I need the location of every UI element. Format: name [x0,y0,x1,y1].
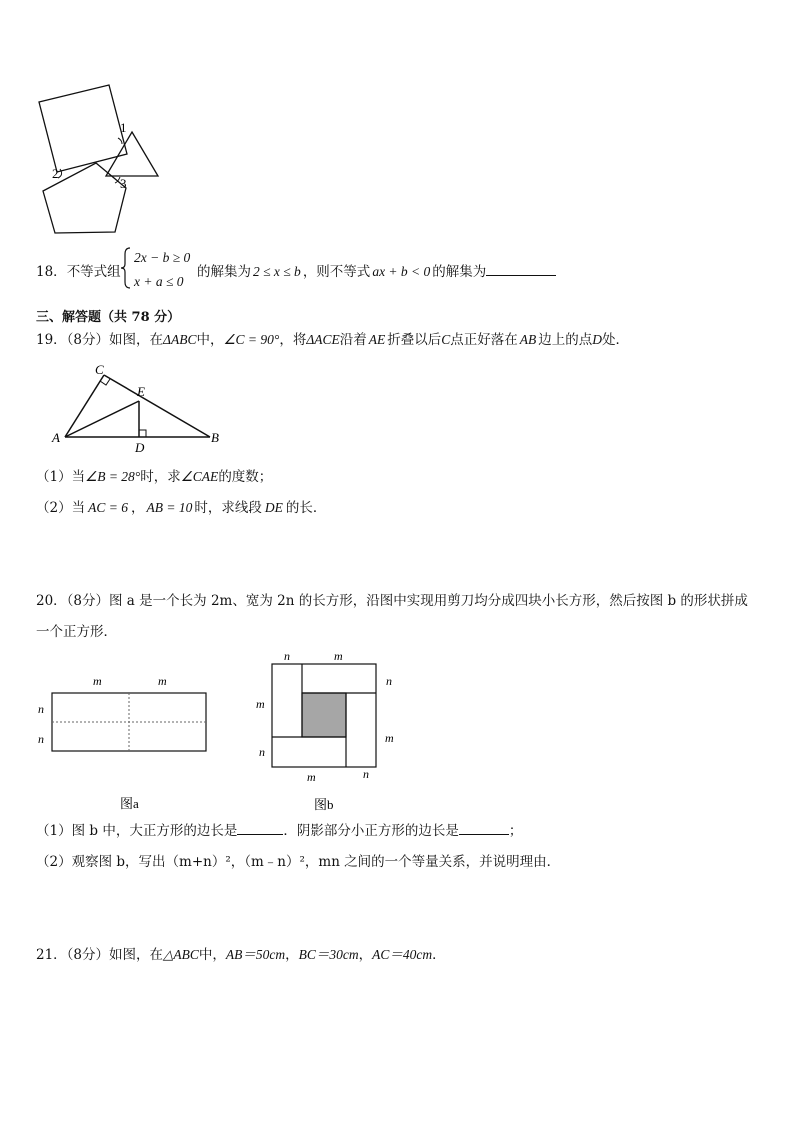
shaded-square [302,693,346,737]
fig-a-caption: 图a [120,796,139,811]
angle-label-1: 1 [120,120,127,135]
q20-figure-a [30,665,220,815]
q18-rest: 的解集为 2 ≤ x ≤ b ，则不等式 ax + b < 0 的解集为 [197,263,556,281]
question-20-line2: 一个正方形． [36,624,117,640]
q20-figure-b [250,648,410,818]
q19-part-2: （2）当 AC = 6 ， AB = 10 时，求线段 DE 的长． [36,500,327,516]
q20-part-2: （2）观察图 b，写出（m+n）²，（m﹣n）²，mn 之间的一个等量关系，并说明理由． [36,854,561,870]
q20-blank-1[interactable] [237,834,283,835]
fig-b-label-m-left: m [256,697,265,711]
point-label-a: A [52,430,60,445]
fig-a-label-m2: m [158,674,167,688]
fig-b-label-n-top: n [284,649,290,663]
fig-b-label-m-top: m [334,649,343,663]
q20-part-1: （1）图 b 中，大正方形的边长是 ．阴影部分小正方形的边长是 ； [36,823,523,839]
point-label-b: B [211,430,219,445]
fig-a-label-n2: n [38,732,44,746]
fig-a-label-n1: n [38,702,44,716]
fig-b-caption: 图b [314,797,334,812]
angle-label-3: 3 [120,176,127,191]
fig-b-label-m-bottom: m [307,770,316,784]
fig-b-label-m-right: m [385,731,394,745]
q18-brace [120,246,132,290]
square-shape [39,85,127,172]
fig-b-label-n-left: n [259,745,265,759]
q18-number: 18． [36,264,67,280]
question-19: 19．（8分）如图，在ΔABC中，∠C = 90°，将ΔACE沿着 AE 折叠以后C点正好落在 AB 边上的点D处． [36,332,630,348]
fig-b-label-n-right: n [386,674,392,688]
q19-triangle-figure [50,362,230,457]
section-3-title: 三、解答题（共 78 分） [36,310,181,325]
fig-a-label-m1: m [93,674,102,688]
q18-inequality: ax + b < 0 [372,264,431,279]
q19-part-1: （1）当∠B = 28°时，求∠CAE的度数； [36,469,273,485]
q18-range: 2 ≤ x ≤ b [253,264,301,279]
q20-blank-2[interactable] [459,834,509,835]
point-label-c: C [95,362,104,377]
question-21: 21．（8分）如图，在△ABC中，AB＝50cm，BC＝30cm，AC＝40cm． [36,947,446,963]
angle-label-2: 2 [52,166,59,181]
point-label-e: E [137,384,145,399]
fig-b-label-n-bottom: n [363,767,369,781]
figure-17-shapes [30,80,170,240]
triangle-shape [106,132,158,176]
q18-system-line2: x + a ≤ 0 [134,274,184,289]
q18-answer-blank[interactable] [486,275,556,276]
q18-prefix: 不等式组 [66,264,121,280]
question-20-line1: 20．（8分）图 a 是一个长为 2m、宽为 2n 的长方形，沿图中实现用剪刀均分成四块小长方形，然后按图 b 的形状拼成 [36,593,748,609]
question-18 [36,263,121,281]
q18-system-line1: 2x − b ≥ 0 [134,250,191,265]
point-label-d: D [135,440,145,455]
